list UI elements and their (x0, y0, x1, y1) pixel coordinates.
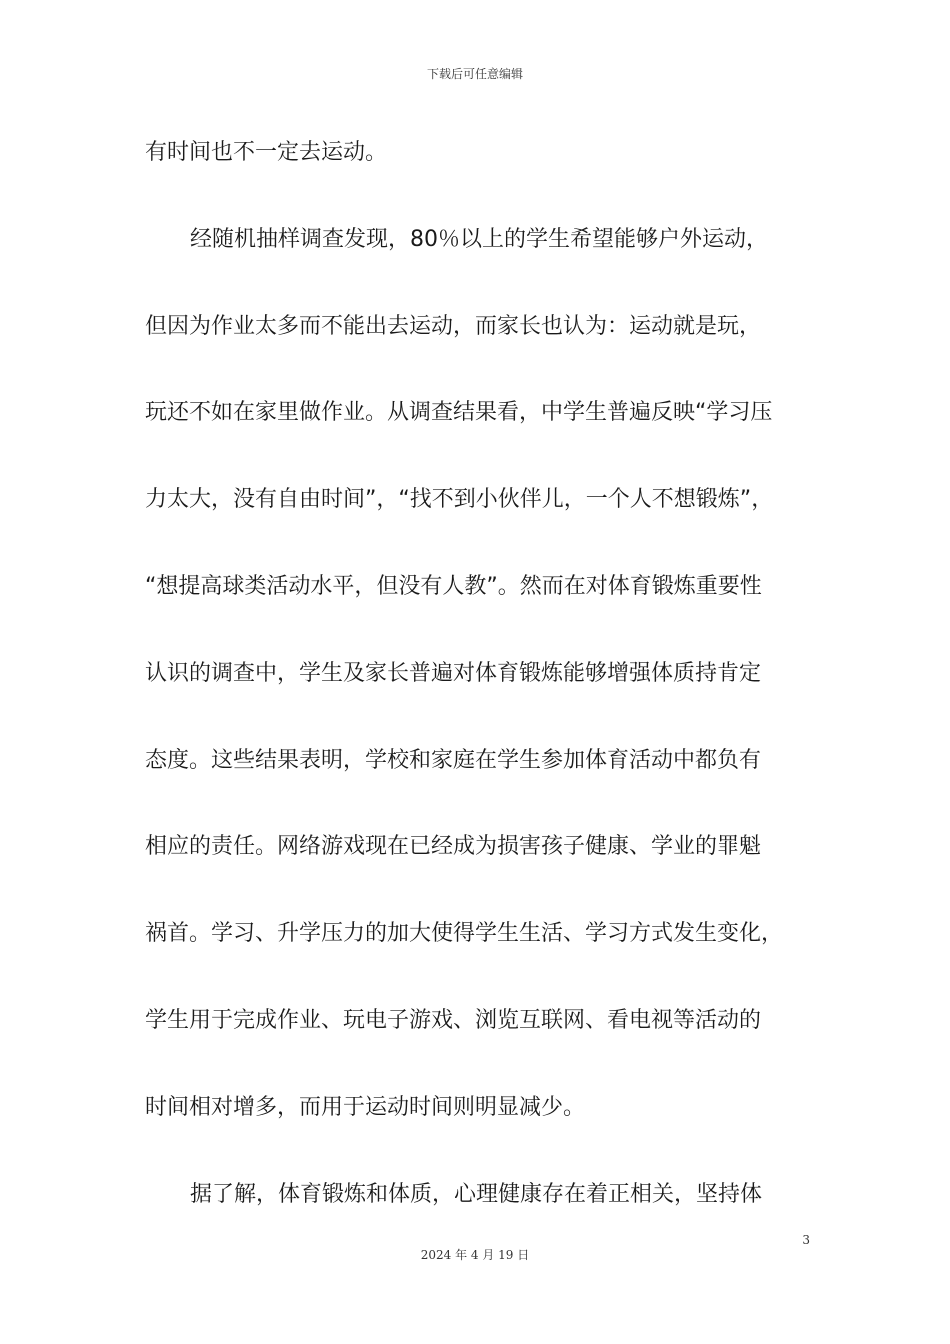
footer-date: 2024 年 4 月 19 日 (420, 1248, 530, 1262)
text-line-6: “想提高球类活动水平，但没有人教”。然而在对体育锻炼重要性 (145, 573, 762, 599)
text-line-4: 玩还不如在家里做作业。从调查结果看，中学生普遍反映“学习压 (145, 400, 773, 426)
text-line-7: 认识的调查中，学生及家长普遍对体育锻炼能够增强体质持肯定 (145, 660, 762, 686)
text-line-10: 祸首。学习、升学压力的加大使得学生生活、学习方式发生变化， (145, 921, 784, 947)
text-line-12: 时间相对增多，而用于运动时间则明显减少。 (145, 1094, 586, 1120)
text-line-5: 力太大，没有自由时间”，“找不到小伙伴儿，一个人不想锻炼”， (145, 487, 774, 513)
text-line-11: 学生用于完成作业、玩电子游戏、浏览互联网、看电视等活动的 (145, 1007, 762, 1033)
document-body (145, 124, 815, 1252)
page-number: 3 (802, 1233, 810, 1247)
text-line-9: 相应的责任。网络游戏现在已经成为损害孩子健康、学业的罪魁 (145, 834, 762, 860)
text-line-2: 经随机抽样调查发现，80％以上的学生希望能够户外运动， (190, 226, 768, 252)
text-line-3: 但因为作业太多而不能出去运动，而家长也认为：运动就是玩， (145, 313, 762, 339)
page-header: 下载后可任意编辑 (426, 67, 523, 81)
text-line-8: 态度。这些结果表明，学校和家庭在学生参加体育活动中都负有 (145, 747, 762, 773)
text-line-1: 有时间也不一定去运动。 (145, 140, 388, 165)
text-line-13: 据了解，体育锻炼和体质，心理健康存在着正相关，坚持体 (190, 1181, 763, 1207)
